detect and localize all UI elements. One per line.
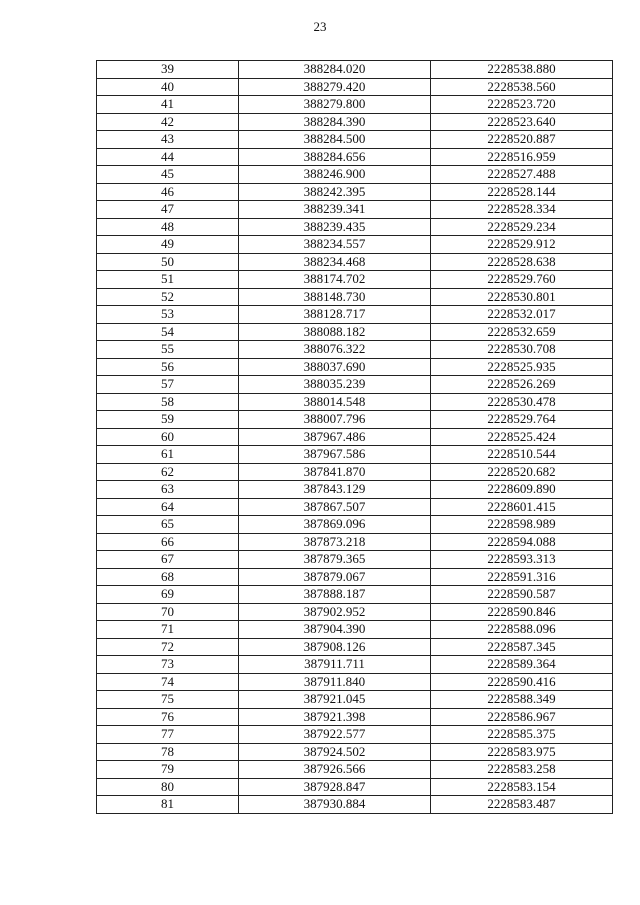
point-number-cell: 42: [97, 113, 239, 131]
x-coordinate-cell: 387867.507: [239, 498, 431, 516]
x-coordinate-cell: 388014.548: [239, 393, 431, 411]
table-row: [97, 358, 613, 376]
point-number-cell: 51: [97, 271, 239, 289]
table-row: [97, 271, 613, 289]
x-coordinate-cell: 387902.952: [239, 603, 431, 621]
point-number-cell: 49: [97, 236, 239, 254]
x-coordinate-cell: 387921.398: [239, 708, 431, 726]
y-coordinate-cell: 2228538.880: [431, 61, 613, 79]
x-coordinate-cell: 388037.690: [239, 358, 431, 376]
x-coordinate-cell: 388284.500: [239, 131, 431, 149]
point-number-cell: 67: [97, 551, 239, 569]
x-coordinate-cell: 387924.502: [239, 743, 431, 761]
point-number-cell: 62: [97, 463, 239, 481]
x-coordinate-cell: 387911.840: [239, 673, 431, 691]
y-coordinate-cell: 2228529.760: [431, 271, 613, 289]
y-coordinate-cell: 2228529.234: [431, 218, 613, 236]
table-row: [97, 218, 613, 236]
x-coordinate-cell: 387928.847: [239, 778, 431, 796]
y-coordinate-cell: 2228530.801: [431, 288, 613, 306]
y-coordinate-cell: 2228528.334: [431, 201, 613, 219]
table-row: [97, 743, 613, 761]
table-row: [97, 498, 613, 516]
table-row: [97, 236, 613, 254]
x-coordinate-cell: 388239.341: [239, 201, 431, 219]
x-coordinate-cell: 388279.800: [239, 96, 431, 114]
table-row: [97, 463, 613, 481]
x-coordinate-cell: 387904.390: [239, 621, 431, 639]
y-coordinate-cell: 2228532.017: [431, 306, 613, 324]
table-row: [97, 61, 613, 79]
table-row: [97, 603, 613, 621]
x-coordinate-cell: 387926.566: [239, 761, 431, 779]
x-coordinate-cell: 388246.900: [239, 166, 431, 184]
point-number-cell: 39: [97, 61, 239, 79]
x-coordinate-cell: 388284.020: [239, 61, 431, 79]
y-coordinate-cell: 2228598.989: [431, 516, 613, 534]
y-coordinate-cell: 2228594.088: [431, 533, 613, 551]
point-number-cell: 73: [97, 656, 239, 674]
point-number-cell: 48: [97, 218, 239, 236]
y-coordinate-cell: 2228510.544: [431, 446, 613, 464]
y-coordinate-cell: 2228523.640: [431, 113, 613, 131]
y-coordinate-cell: 2228530.478: [431, 393, 613, 411]
table-row: [97, 183, 613, 201]
point-number-cell: 57: [97, 376, 239, 394]
point-number-cell: 60: [97, 428, 239, 446]
point-number-cell: 46: [97, 183, 239, 201]
point-number-cell: 45: [97, 166, 239, 184]
coordinates-table: [96, 60, 613, 814]
y-coordinate-cell: 2228601.415: [431, 498, 613, 516]
table-row: [97, 78, 613, 96]
y-coordinate-cell: 2228523.720: [431, 96, 613, 114]
x-coordinate-cell: 387911.711: [239, 656, 431, 674]
table-row: [97, 323, 613, 341]
x-coordinate-cell: 388076.322: [239, 341, 431, 359]
table-row: [97, 288, 613, 306]
y-coordinate-cell: 2228583.975: [431, 743, 613, 761]
table-row: [97, 393, 613, 411]
y-coordinate-cell: 2228590.846: [431, 603, 613, 621]
y-coordinate-cell: 2228538.560: [431, 78, 613, 96]
table-row: [97, 96, 613, 114]
y-coordinate-cell: 2228588.096: [431, 621, 613, 639]
point-number-cell: 56: [97, 358, 239, 376]
point-number-cell: 71: [97, 621, 239, 639]
x-coordinate-cell: 387967.486: [239, 428, 431, 446]
point-number-cell: 72: [97, 638, 239, 656]
x-coordinate-cell: 388007.796: [239, 411, 431, 429]
y-coordinate-cell: 2228520.682: [431, 463, 613, 481]
x-coordinate-cell: 387841.870: [239, 463, 431, 481]
table-row: [97, 656, 613, 674]
y-coordinate-cell: 2228583.154: [431, 778, 613, 796]
point-number-cell: 55: [97, 341, 239, 359]
y-coordinate-cell: 2228516.959: [431, 148, 613, 166]
y-coordinate-cell: 2228593.313: [431, 551, 613, 569]
point-number-cell: 54: [97, 323, 239, 341]
table-row: [97, 691, 613, 709]
page-number: 23: [313, 19, 327, 34]
point-number-cell: 40: [97, 78, 239, 96]
table-row: [97, 446, 613, 464]
y-coordinate-cell: 2228520.887: [431, 131, 613, 149]
table-row: [97, 481, 613, 499]
x-coordinate-cell: 387922.577: [239, 726, 431, 744]
x-coordinate-cell: 388128.717: [239, 306, 431, 324]
x-coordinate-cell: 388088.182: [239, 323, 431, 341]
table-row: [97, 341, 613, 359]
table-row: [97, 778, 613, 796]
table-row: [97, 533, 613, 551]
x-coordinate-cell: 387879.067: [239, 568, 431, 586]
table-row: [97, 253, 613, 271]
table-row: [97, 708, 613, 726]
y-coordinate-cell: 2228527.488: [431, 166, 613, 184]
y-coordinate-cell: 2228583.258: [431, 761, 613, 779]
x-coordinate-cell: 387908.126: [239, 638, 431, 656]
x-coordinate-cell: 387888.187: [239, 586, 431, 604]
point-number-cell: 63: [97, 481, 239, 499]
y-coordinate-cell: 2228532.659: [431, 323, 613, 341]
point-number-cell: 77: [97, 726, 239, 744]
y-coordinate-cell: 2228525.424: [431, 428, 613, 446]
point-number-cell: 70: [97, 603, 239, 621]
table-row: [97, 516, 613, 534]
point-number-cell: 66: [97, 533, 239, 551]
table-row: [97, 411, 613, 429]
y-coordinate-cell: 2228588.349: [431, 691, 613, 709]
table-row: [97, 621, 613, 639]
y-coordinate-cell: 2228529.764: [431, 411, 613, 429]
coordinates-table-body: [97, 61, 613, 814]
table-row: [97, 638, 613, 656]
y-coordinate-cell: 2228587.345: [431, 638, 613, 656]
table-row: [97, 428, 613, 446]
point-number-cell: 75: [97, 691, 239, 709]
table-row: [97, 201, 613, 219]
point-number-cell: 65: [97, 516, 239, 534]
x-coordinate-cell: 388234.557: [239, 236, 431, 254]
x-coordinate-cell: 388239.435: [239, 218, 431, 236]
point-number-cell: 44: [97, 148, 239, 166]
x-coordinate-cell: 388279.420: [239, 78, 431, 96]
y-coordinate-cell: 2228526.269: [431, 376, 613, 394]
y-coordinate-cell: 2228528.638: [431, 253, 613, 271]
table-row: [97, 673, 613, 691]
x-coordinate-cell: 387873.218: [239, 533, 431, 551]
y-coordinate-cell: 2228525.935: [431, 358, 613, 376]
y-coordinate-cell: 2228590.416: [431, 673, 613, 691]
point-number-cell: 53: [97, 306, 239, 324]
table-row: [97, 586, 613, 604]
x-coordinate-cell: 387967.586: [239, 446, 431, 464]
point-number-cell: 47: [97, 201, 239, 219]
table-row: [97, 131, 613, 149]
x-coordinate-cell: 387879.365: [239, 551, 431, 569]
table-row: [97, 761, 613, 779]
y-coordinate-cell: 2228590.587: [431, 586, 613, 604]
x-coordinate-cell: 387843.129: [239, 481, 431, 499]
y-coordinate-cell: 2228585.375: [431, 726, 613, 744]
table-row: [97, 726, 613, 744]
point-number-cell: 52: [97, 288, 239, 306]
x-coordinate-cell: 387930.884: [239, 796, 431, 814]
point-number-cell: 74: [97, 673, 239, 691]
point-number-cell: 80: [97, 778, 239, 796]
point-number-cell: 78: [97, 743, 239, 761]
x-coordinate-cell: 388242.395: [239, 183, 431, 201]
point-number-cell: 81: [97, 796, 239, 814]
y-coordinate-cell: 2228586.967: [431, 708, 613, 726]
point-number-cell: 79: [97, 761, 239, 779]
point-number-cell: 50: [97, 253, 239, 271]
y-coordinate-cell: 2228528.144: [431, 183, 613, 201]
table-row: [97, 166, 613, 184]
table-row: [97, 568, 613, 586]
x-coordinate-cell: 388035.239: [239, 376, 431, 394]
x-coordinate-cell: 388174.702: [239, 271, 431, 289]
point-number-cell: 41: [97, 96, 239, 114]
y-coordinate-cell: 2228530.708: [431, 341, 613, 359]
point-number-cell: 58: [97, 393, 239, 411]
point-number-cell: 69: [97, 586, 239, 604]
y-coordinate-cell: 2228583.487: [431, 796, 613, 814]
y-coordinate-cell: 2228609.890: [431, 481, 613, 499]
point-number-cell: 61: [97, 446, 239, 464]
table-row: [97, 376, 613, 394]
point-number-cell: 76: [97, 708, 239, 726]
y-coordinate-cell: 2228529.912: [431, 236, 613, 254]
y-coordinate-cell: 2228591.316: [431, 568, 613, 586]
x-coordinate-cell: 388284.390: [239, 113, 431, 131]
table-row: [97, 306, 613, 324]
table-row: [97, 551, 613, 569]
table-row: [97, 796, 613, 814]
x-coordinate-cell: 387869.096: [239, 516, 431, 534]
point-number-cell: 68: [97, 568, 239, 586]
x-coordinate-cell: 388234.468: [239, 253, 431, 271]
point-number-cell: 64: [97, 498, 239, 516]
y-coordinate-cell: 2228589.364: [431, 656, 613, 674]
table-row: [97, 148, 613, 166]
x-coordinate-cell: 388284.656: [239, 148, 431, 166]
x-coordinate-cell: 388148.730: [239, 288, 431, 306]
point-number-cell: 43: [97, 131, 239, 149]
point-number-cell: 59: [97, 411, 239, 429]
x-coordinate-cell: 387921.045: [239, 691, 431, 709]
table-row: [97, 113, 613, 131]
